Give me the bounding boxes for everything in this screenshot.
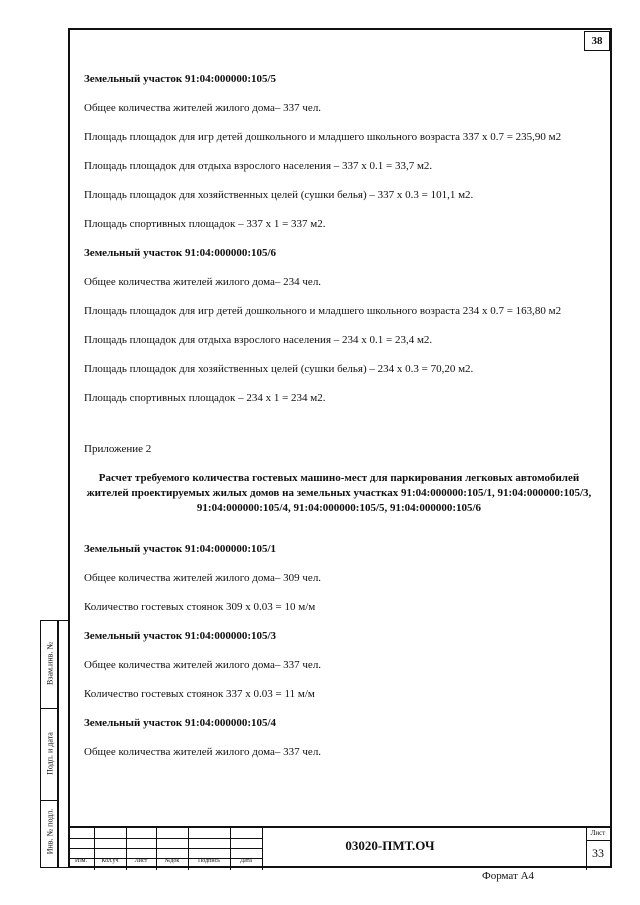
section-heading: Земельный участок 91:04:000000:105/6: [84, 247, 277, 259]
stamp-label: Дата: [240, 858, 252, 864]
paragraph: Общее количества жителей жилого дома– 309 чел.: [84, 572, 322, 584]
paragraph: Площадь площадок для игр детей дошкольного и младшего школьного возраста 337 х 0.7 = 235,90 м2: [84, 131, 562, 143]
paragraph: Площадь спортивных площадок – 337 х 1 = 337 м2.: [84, 218, 326, 230]
stamp-label: Лист: [134, 858, 148, 864]
paragraph: Общее количества жителей жилого дома– 337 чел.: [84, 102, 322, 114]
stamp-label: Изм.: [75, 858, 87, 864]
paragraph: Площадь площадок для отдыха взрослого населения – 337 х 0.1 = 33,7 м2.: [84, 160, 433, 172]
paragraph: Общее количества жителей жилого дома– 337 чел.: [84, 659, 322, 671]
paragraph: Площадь спортивных площадок – 234 х 1 = 234 м2.: [84, 392, 326, 404]
paragraph: Количество гостевых стоянок 337 х 0.03 = 11 м/м: [84, 688, 315, 700]
document-code: 03020-ПМТ.ОЧ: [345, 838, 435, 853]
section-heading: Земельный участок 91:04:000000:105/5: [84, 73, 277, 85]
paragraph: Общее количества жителей жилого дома– 337 чел.: [84, 746, 322, 758]
paragraph: Площадь площадок для игр детей дошкольного и младшего школьного возраста 234 х 0.7 = 163,80 м2: [84, 305, 562, 317]
document-body: [84, 58, 594, 760]
sidebar-label: Подп. и дата: [45, 732, 55, 775]
sidebar-cell-replace-inv: [41, 621, 59, 709]
top-page-number: 38: [584, 31, 610, 51]
format-label: Формат А4: [482, 870, 535, 882]
sidebar-stamp: [40, 620, 58, 868]
paragraph: Площадь площадок для отдыха взрослого населения – 234 х 0.1 = 23,4 м2.: [84, 334, 433, 346]
sidebar-label: Инв. № подл.: [45, 808, 55, 855]
stamp-label: Кол.уч: [101, 858, 119, 864]
stamp-label: №док: [164, 858, 180, 864]
sidebar-cell-inv-original: [41, 801, 59, 867]
paragraph: Приложение 2: [84, 443, 152, 455]
sheet-label: Лист: [590, 829, 606, 837]
appendix-title: Расчет требуемого количества гостевых машино-мест для паркирования легковых автомобилей жителей проектируемых жилых домов на земельных участках 91:04:000000:105/1, 91:04:000000:105/3, 91:04:000000:105/4, 91:04:000000:105/5, 91:04:000000:105/6: [86, 472, 592, 514]
section-heading: Земельный участок 91:04:000000:105/1: [84, 543, 277, 555]
stamp-label: Подпись: [197, 858, 221, 864]
paragraph: Общее количества жителей жилого дома– 234 чел.: [84, 276, 322, 288]
section-heading: Земельный участок 91:04:000000:105/3: [84, 630, 277, 642]
paragraph: Количество гостевых стоянок 309 х 0.03 = 10 м/м: [84, 601, 316, 613]
paragraph: Площадь площадок для хозяйственных целей (сушки белья) – 234 х 0.3 = 70,20 м2.: [84, 363, 474, 375]
sidebar-cell-sign-date: [41, 709, 59, 801]
sidebar-label: Взам.инв. №: [45, 641, 55, 686]
sheet-number: 33: [592, 846, 604, 860]
paragraph: Площадь площадок для хозяйственных целей (сушки белья) – 337 х 0.3 = 101,1 м2.: [84, 189, 474, 201]
section-heading: Земельный участок 91:04:000000:105/4: [84, 717, 277, 729]
